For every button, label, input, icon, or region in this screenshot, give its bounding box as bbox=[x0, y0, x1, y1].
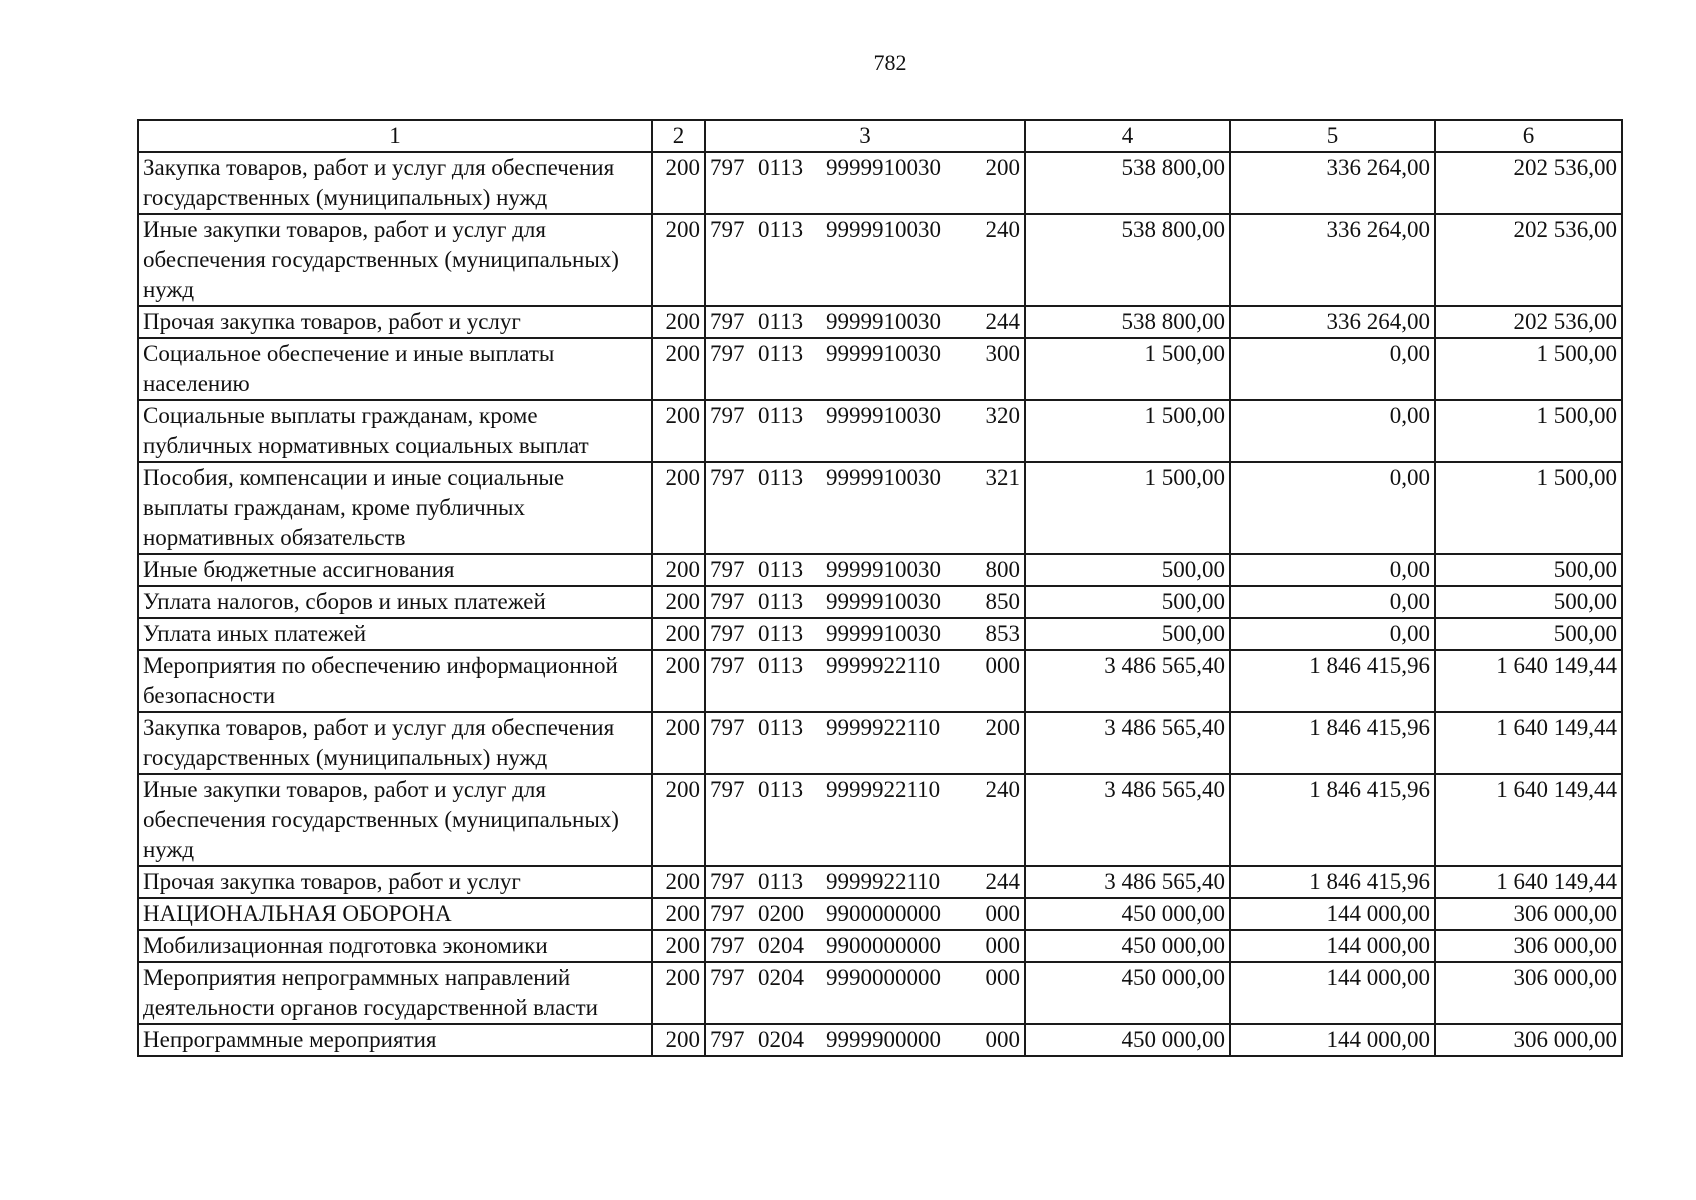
page-number: 782 bbox=[873, 50, 907, 75]
code-part-1: 797 bbox=[710, 777, 745, 802]
row-code bbox=[705, 152, 1025, 214]
code-part-2: 0113 bbox=[758, 653, 804, 678]
row-code bbox=[705, 462, 1025, 554]
table-row bbox=[138, 338, 1622, 400]
row-col-2: 200 bbox=[652, 774, 705, 866]
code-part-3: 9999910030 bbox=[826, 465, 941, 490]
row-col-2: 200 bbox=[652, 866, 705, 898]
row-col-4: 500,00 bbox=[1025, 618, 1230, 650]
row-col-5: 144 000,00 bbox=[1230, 930, 1435, 962]
row-code bbox=[705, 554, 1025, 586]
table-row bbox=[138, 586, 1622, 618]
code-part-3: 9900000000 bbox=[826, 901, 941, 926]
row-col-5: 336 264,00 bbox=[1230, 152, 1435, 214]
table-row bbox=[138, 898, 1622, 930]
row-name: Мобилизационная подготовка экономики bbox=[138, 930, 652, 962]
code-part-1: 797 bbox=[710, 309, 745, 334]
row-col-2: 200 bbox=[652, 930, 705, 962]
code-part-1: 797 bbox=[710, 965, 745, 990]
table-row bbox=[138, 554, 1622, 586]
code-part-1: 797 bbox=[710, 217, 745, 242]
row-col-5: 1 846 415,96 bbox=[1230, 774, 1435, 866]
row-name: Иные закупки товаров, работ и услуг для обеспечения государственных (муниципальных) нужд bbox=[138, 214, 652, 306]
code-part-3: 9900000000 bbox=[826, 933, 941, 958]
row-name: Прочая закупка товаров, работ и услуг bbox=[138, 306, 652, 338]
row-col-2: 200 bbox=[652, 898, 705, 930]
code-part-2: 0113 bbox=[758, 869, 804, 894]
row-col-5: 1 846 415,96 bbox=[1230, 866, 1435, 898]
row-code bbox=[705, 712, 1025, 774]
row-col-2: 200 bbox=[652, 618, 705, 650]
row-col-2: 200 bbox=[652, 462, 705, 554]
row-name: Социальное обеспечение и иные выплаты населению bbox=[138, 338, 652, 400]
code-part-3: 9999910030 bbox=[826, 309, 941, 334]
code-part-3: 9999900000 bbox=[826, 1027, 941, 1052]
code-part-4: 321 bbox=[985, 465, 1020, 490]
row-col-6: 202 536,00 bbox=[1435, 306, 1622, 338]
row-name: Уплата налогов, сборов и иных платежей bbox=[138, 586, 652, 618]
row-col-6: 1 640 149,44 bbox=[1435, 712, 1622, 774]
row-col-2: 200 bbox=[652, 306, 705, 338]
code-part-4: 240 bbox=[985, 217, 1020, 242]
row-col-5: 0,00 bbox=[1230, 554, 1435, 586]
code-part-3: 9999910030 bbox=[826, 403, 941, 428]
row-col-6: 306 000,00 bbox=[1435, 962, 1622, 1024]
table-row bbox=[138, 774, 1622, 866]
code-part-1: 797 bbox=[710, 901, 745, 926]
row-col-6: 500,00 bbox=[1435, 554, 1622, 586]
code-part-4: 850 bbox=[985, 589, 1020, 614]
row-name: Пособия, компенсации и иные социальные выплаты гражданам, кроме публичных нормативных обязательств bbox=[138, 462, 652, 554]
header-row bbox=[138, 120, 1622, 152]
row-name: Социальные выплаты гражданам, кроме публичных нормативных социальных выплат bbox=[138, 400, 652, 462]
code-part-3: 9999910030 bbox=[826, 557, 941, 582]
row-col-2: 200 bbox=[652, 962, 705, 1024]
code-part-3: 9999910030 bbox=[826, 589, 941, 614]
row-col-6: 1 500,00 bbox=[1435, 400, 1622, 462]
code-part-4: 240 bbox=[985, 777, 1020, 802]
row-col-6: 500,00 bbox=[1435, 618, 1622, 650]
row-code bbox=[705, 962, 1025, 1024]
row-col-5: 0,00 bbox=[1230, 338, 1435, 400]
code-part-1: 797 bbox=[710, 621, 745, 646]
row-name: Иные бюджетные ассигнования bbox=[138, 554, 652, 586]
code-part-2: 0204 bbox=[758, 965, 804, 990]
row-code bbox=[705, 898, 1025, 930]
code-part-4: 300 bbox=[985, 341, 1020, 366]
header-cell-2: 2 bbox=[652, 120, 705, 152]
row-col-4: 1 500,00 bbox=[1025, 462, 1230, 554]
row-col-6: 500,00 bbox=[1435, 586, 1622, 618]
row-code bbox=[705, 586, 1025, 618]
code-part-4: 000 bbox=[985, 965, 1020, 990]
code-part-4: 244 bbox=[985, 309, 1020, 334]
row-col-4: 500,00 bbox=[1025, 554, 1230, 586]
row-col-2: 200 bbox=[652, 712, 705, 774]
code-part-1: 797 bbox=[710, 465, 745, 490]
code-part-2: 0113 bbox=[758, 589, 804, 614]
row-col-5: 336 264,00 bbox=[1230, 306, 1435, 338]
row-col-4: 3 486 565,40 bbox=[1025, 712, 1230, 774]
row-name: Непрограммные мероприятия bbox=[138, 1024, 652, 1056]
row-col-6: 306 000,00 bbox=[1435, 930, 1622, 962]
row-col-4: 1 500,00 bbox=[1025, 400, 1230, 462]
row-col-4: 3 486 565,40 bbox=[1025, 866, 1230, 898]
code-part-2: 0113 bbox=[758, 217, 804, 242]
code-part-4: 000 bbox=[985, 933, 1020, 958]
row-col-5: 1 846 415,96 bbox=[1230, 712, 1435, 774]
code-part-2: 0113 bbox=[758, 155, 804, 180]
table-row bbox=[138, 152, 1622, 214]
header-cell-6: 6 bbox=[1435, 120, 1622, 152]
row-code bbox=[705, 866, 1025, 898]
row-col-4: 450 000,00 bbox=[1025, 930, 1230, 962]
table-row bbox=[138, 712, 1622, 774]
code-part-2: 0113 bbox=[758, 715, 804, 740]
header-cell-3: 3 bbox=[705, 120, 1025, 152]
code-part-1: 797 bbox=[710, 403, 745, 428]
code-part-4: 800 bbox=[985, 557, 1020, 582]
code-part-2: 0113 bbox=[758, 777, 804, 802]
row-col-5: 144 000,00 bbox=[1230, 962, 1435, 1024]
row-name: Мероприятия непрограммных направлений деятельности органов государственной власти bbox=[138, 962, 652, 1024]
table-row bbox=[138, 1024, 1622, 1056]
row-col-5: 1 846 415,96 bbox=[1230, 650, 1435, 712]
row-col-5: 0,00 bbox=[1230, 618, 1435, 650]
code-part-1: 797 bbox=[710, 589, 745, 614]
code-part-1: 797 bbox=[710, 557, 745, 582]
row-col-6: 1 500,00 bbox=[1435, 338, 1622, 400]
row-col-6: 1 640 149,44 bbox=[1435, 650, 1622, 712]
code-part-1: 797 bbox=[710, 1027, 745, 1052]
row-col-4: 538 800,00 bbox=[1025, 306, 1230, 338]
row-col-6: 1 640 149,44 bbox=[1435, 866, 1622, 898]
code-part-3: 9999910030 bbox=[826, 155, 941, 180]
row-name: Закупка товаров, работ и услуг для обеспечения государственных (муниципальных) нужд bbox=[138, 152, 652, 214]
code-part-1: 797 bbox=[710, 715, 745, 740]
row-col-4: 1 500,00 bbox=[1025, 338, 1230, 400]
code-part-2: 0113 bbox=[758, 341, 804, 366]
row-col-2: 200 bbox=[652, 554, 705, 586]
table-row bbox=[138, 650, 1622, 712]
header-cell-4: 4 bbox=[1025, 120, 1230, 152]
row-name: Иные закупки товаров, работ и услуг для обеспечения государственных (муниципальных) нужд bbox=[138, 774, 652, 866]
row-col-6: 306 000,00 bbox=[1435, 898, 1622, 930]
code-part-3: 9999922110 bbox=[826, 777, 941, 802]
code-part-2: 0200 bbox=[758, 901, 804, 926]
code-part-3: 9999910030 bbox=[826, 621, 941, 646]
budget-table bbox=[137, 119, 1623, 1057]
table-row bbox=[138, 618, 1622, 650]
code-part-4: 200 bbox=[985, 155, 1020, 180]
row-code bbox=[705, 1024, 1025, 1056]
row-name: НАЦИОНАЛЬНАЯ ОБОРОНА bbox=[138, 898, 652, 930]
code-part-3: 9999910030 bbox=[826, 341, 941, 366]
table-row bbox=[138, 462, 1622, 554]
row-name: Закупка товаров, работ и услуг для обеспечения государственных (муниципальных) нужд bbox=[138, 712, 652, 774]
row-name: Прочая закупка товаров, работ и услуг bbox=[138, 866, 652, 898]
row-col-2: 200 bbox=[652, 152, 705, 214]
row-col-6: 202 536,00 bbox=[1435, 152, 1622, 214]
row-col-2: 200 bbox=[652, 650, 705, 712]
code-part-1: 797 bbox=[710, 933, 745, 958]
code-part-2: 0204 bbox=[758, 933, 804, 958]
row-col-6: 1 500,00 bbox=[1435, 462, 1622, 554]
table-row bbox=[138, 214, 1622, 306]
code-part-1: 797 bbox=[710, 869, 745, 894]
table-row bbox=[138, 400, 1622, 462]
row-col-2: 200 bbox=[652, 1024, 705, 1056]
header-cell-1: 1 bbox=[138, 120, 652, 152]
row-col-5: 144 000,00 bbox=[1230, 1024, 1435, 1056]
code-part-4: 000 bbox=[985, 1027, 1020, 1052]
table-row bbox=[138, 962, 1622, 1024]
row-code bbox=[705, 338, 1025, 400]
row-col-2: 200 bbox=[652, 400, 705, 462]
row-col-4: 450 000,00 bbox=[1025, 898, 1230, 930]
row-code bbox=[705, 930, 1025, 962]
code-part-3: 9999922110 bbox=[826, 869, 941, 894]
code-part-1: 797 bbox=[710, 653, 745, 678]
code-part-4: 853 bbox=[985, 621, 1020, 646]
row-col-4: 500,00 bbox=[1025, 586, 1230, 618]
code-part-4: 000 bbox=[985, 901, 1020, 926]
table-row bbox=[138, 930, 1622, 962]
code-part-2: 0113 bbox=[758, 309, 804, 334]
row-col-6: 1 640 149,44 bbox=[1435, 774, 1622, 866]
code-part-4: 244 bbox=[985, 869, 1020, 894]
header-cell-5: 5 bbox=[1230, 120, 1435, 152]
row-code bbox=[705, 214, 1025, 306]
row-col-5: 336 264,00 bbox=[1230, 214, 1435, 306]
row-col-2: 200 bbox=[652, 214, 705, 306]
row-col-5: 0,00 bbox=[1230, 400, 1435, 462]
row-col-4: 3 486 565,40 bbox=[1025, 650, 1230, 712]
row-name: Мероприятия по обеспечению информационной безопасности bbox=[138, 650, 652, 712]
code-part-4: 320 bbox=[985, 403, 1020, 428]
row-col-2: 200 bbox=[652, 586, 705, 618]
code-part-1: 797 bbox=[710, 341, 745, 366]
row-code bbox=[705, 400, 1025, 462]
table-row bbox=[138, 866, 1622, 898]
row-col-6: 202 536,00 bbox=[1435, 214, 1622, 306]
code-part-3: 9999922110 bbox=[826, 715, 941, 740]
row-col-5: 0,00 bbox=[1230, 586, 1435, 618]
row-col-5: 0,00 bbox=[1230, 462, 1435, 554]
row-name: Уплата иных платежей bbox=[138, 618, 652, 650]
code-part-3: 9990000000 bbox=[826, 965, 941, 990]
row-col-6: 306 000,00 bbox=[1435, 1024, 1622, 1056]
row-code bbox=[705, 306, 1025, 338]
code-part-2: 0113 bbox=[758, 465, 804, 490]
code-part-2: 0113 bbox=[758, 621, 804, 646]
row-col-4: 450 000,00 bbox=[1025, 1024, 1230, 1056]
code-part-2: 0204 bbox=[758, 1027, 804, 1052]
row-col-2: 200 bbox=[652, 338, 705, 400]
code-part-3: 9999910030 bbox=[826, 217, 941, 242]
row-col-4: 450 000,00 bbox=[1025, 962, 1230, 1024]
row-col-4: 3 486 565,40 bbox=[1025, 774, 1230, 866]
row-code bbox=[705, 774, 1025, 866]
row-code bbox=[705, 618, 1025, 650]
table-row bbox=[138, 306, 1622, 338]
code-part-4: 200 bbox=[985, 715, 1020, 740]
code-part-1: 797 bbox=[710, 155, 745, 180]
row-code bbox=[705, 650, 1025, 712]
code-part-3: 9999922110 bbox=[826, 653, 941, 678]
row-col-4: 538 800,00 bbox=[1025, 152, 1230, 214]
code-part-2: 0113 bbox=[758, 557, 804, 582]
code-part-4: 000 bbox=[985, 653, 1020, 678]
row-col-4: 538 800,00 bbox=[1025, 214, 1230, 306]
code-part-2: 0113 bbox=[758, 403, 804, 428]
row-col-5: 144 000,00 bbox=[1230, 898, 1435, 930]
